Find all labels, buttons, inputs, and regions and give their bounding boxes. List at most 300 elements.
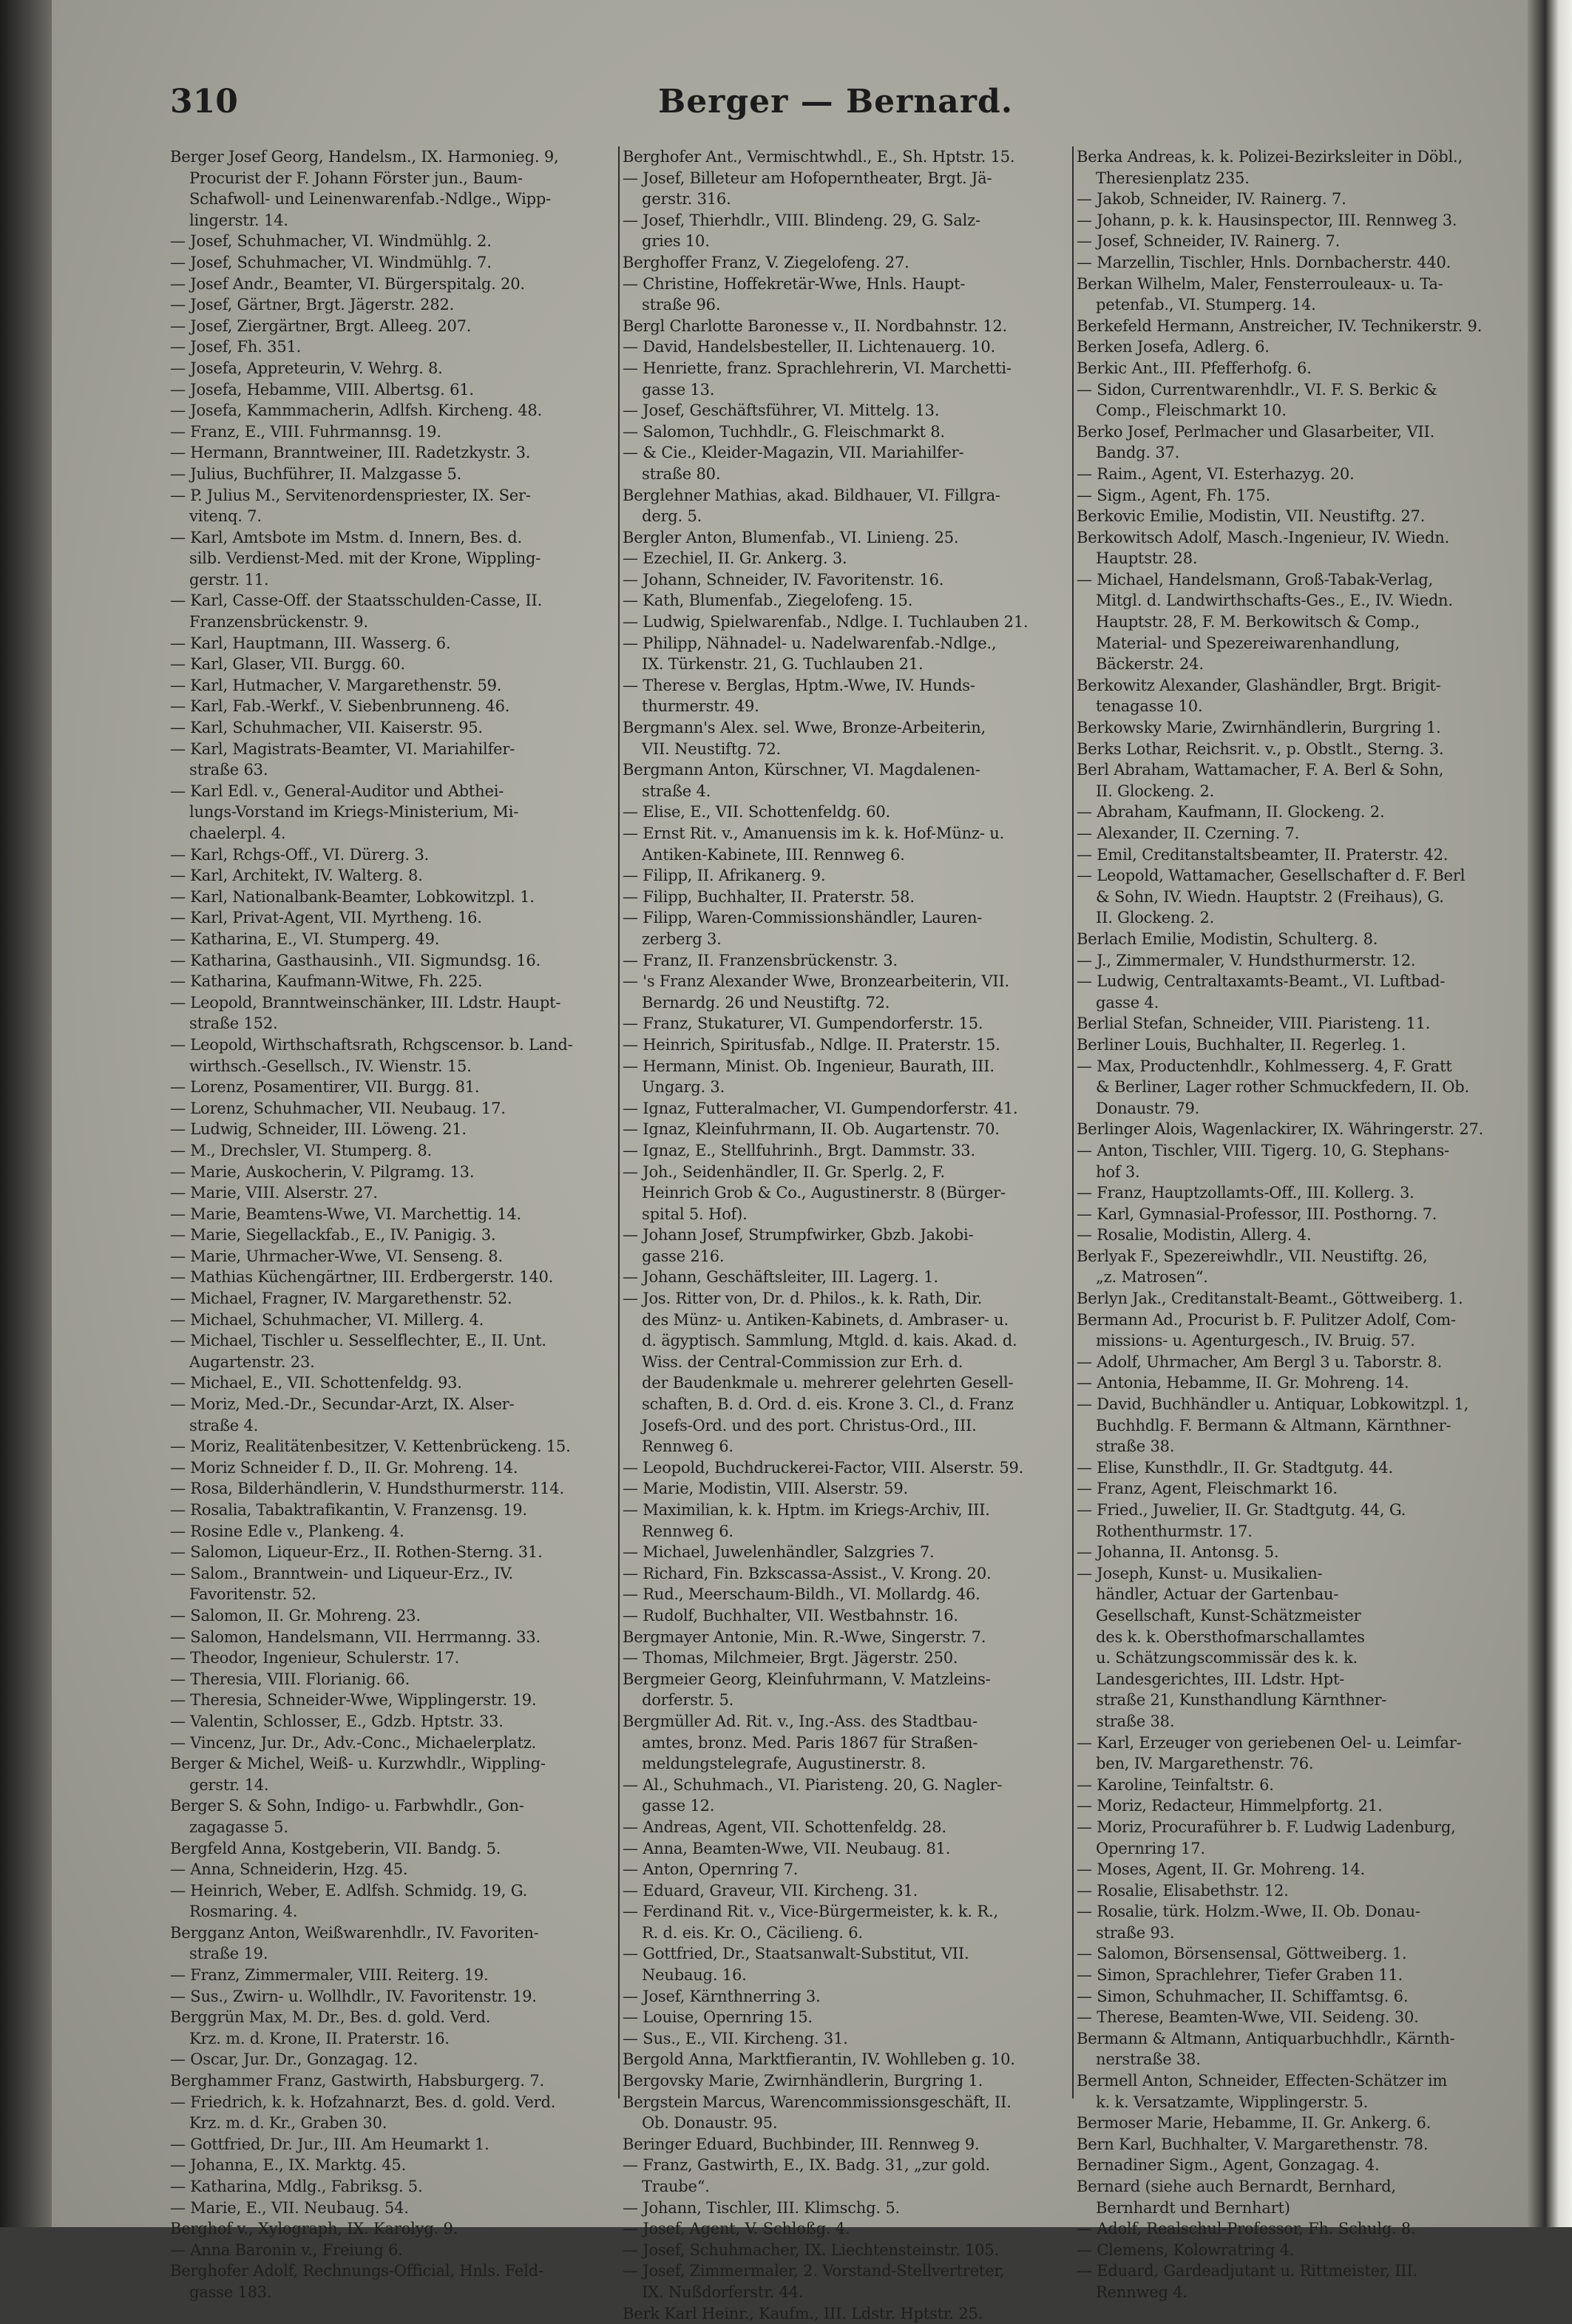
directory-entry-continuation: Rothenthurmstr. 17. xyxy=(1096,1522,1253,1540)
directory-entry: — Mathias Küchengärtner, III. Erdbergerstr. 140. xyxy=(170,1268,554,1287)
directory-entry: — Anton, Tischler, VIII. Tigerg. 10, G. Stephans- xyxy=(1077,1141,1449,1159)
directory-entry-continuation: Opernring 17. xyxy=(1096,1839,1205,1857)
column-rule xyxy=(618,146,620,2098)
directory-entry: — Louise, Opernring 15. xyxy=(623,2008,813,2027)
directory-entry: — Emil, Creditanstaltsbeamter, II. Praterstr. 42. xyxy=(1077,845,1449,864)
directory-entry: — Therese, Beamten-Wwe, VII. Seideng. 30. xyxy=(1077,2008,1419,2027)
directory-entry: — Franz, E., VIII. Fuhrmannsg. 19. xyxy=(170,422,441,441)
directory-entry-continuation: IX. Nußdorferstr. 44. xyxy=(642,2283,804,2301)
directory-entry: — Ludwig, Spielwarenfab., Ndlge. I. Tuchlauben 21. xyxy=(623,613,1029,631)
directory-entry: — Josef, Schneider, IV. Rainerg. 7. xyxy=(1077,232,1341,251)
directory-column-3 xyxy=(1077,146,1511,2301)
directory-entry: — Rosa, Bilderhändlerin, V. Hundsthurmerstr. 114. xyxy=(170,1480,564,1498)
directory-entry: — Moriz, Med.-Dr., Secundar-Arzt, IX. Alser- xyxy=(170,1395,515,1414)
directory-entry-continuation: & Berliner, Lager rother Schmuckfedern, II. Ob. xyxy=(1096,1078,1470,1097)
directory-entry: Bergmann Anton, Kürschner, VI. Magdalenen- xyxy=(623,761,980,779)
directory-entry-continuation: VII. Neustiftg. 72. xyxy=(642,739,781,758)
directory-entry: Bergfeld Anna, Kostgeberin, VII. Bandg. 5. xyxy=(170,1839,501,1857)
directory-entry: Berkowsky Marie, Zwirnhändlerin, Burgring 1. xyxy=(1077,719,1441,737)
directory-entry: Berggrün Max, M. Dr., Bes. d. gold. Verd. xyxy=(170,2008,491,2027)
directory-entry: — Theodor, Ingenieur, Schulerstr. 17. xyxy=(170,1649,460,1667)
directory-entry: — Adolf, Uhrmacher, Am Bergl 3 u. Taborstr. 8. xyxy=(1077,1352,1443,1371)
directory-entry-continuation: Rennweg 4. xyxy=(1096,2283,1188,2301)
directory-entry: — Leopold, Branntweinschänker, III. Ldstr. Haupt- xyxy=(170,993,561,1012)
directory-entry-continuation: amtes, bronz. Med. Paris 1867 für Straßen- xyxy=(642,1733,978,1752)
directory-entry: — Sus., E., VII. Kircheng. 31. xyxy=(623,2029,848,2047)
directory-entry-continuation: straße 93. xyxy=(1096,1923,1175,1942)
directory-entry-continuation: zagagasse 5. xyxy=(189,1817,288,1836)
directory-entry: Bermann & Altmann, Antiquarbuchhdlr., Kärnth- xyxy=(1077,2029,1455,2047)
directory-entry: — Josefa, Kammmacherin, Adlfsh. Kircheng. 48. xyxy=(170,402,543,420)
directory-entry: — Vincenz, Jur. Dr., Adv.-Conc., Michaelerplatz. xyxy=(170,1733,537,1752)
directory-entry-continuation: Traube“. xyxy=(642,2178,710,2195)
directory-entry: — Rosalie, Modistin, Allerg. 4. xyxy=(1077,1226,1312,1244)
directory-entry: — Josef, Agent, V. Schloßg. 4. xyxy=(623,2220,850,2238)
directory-entry: Bergmeier Georg, Kleinfuhrmann, V. Matzleins- xyxy=(623,1670,991,1688)
directory-entry: — Josefa, Appreteurin, V. Wehrg. 8. xyxy=(170,359,443,377)
directory-entry: — Josef, Fh. 351. xyxy=(170,338,302,356)
directory-entry-continuation: straße 38. xyxy=(1096,1437,1175,1456)
directory-entry: — Leopold, Buchdruckerei-Factor, VIII. Alserstr. 59. xyxy=(623,1458,1024,1477)
directory-entry-continuation: Bernardg. 26 und Neustiftg. 72. xyxy=(642,993,890,1012)
directory-entry: — Johanna, E., IX. Marktg. 45. xyxy=(170,2156,407,2175)
directory-entry: — Marie, Auskocherin, V. Pilgramg. 13. xyxy=(170,1162,475,1181)
directory-entry-continuation: Heinrich Grob & Co., Augustinerstr. 8 (Bürger- xyxy=(642,1184,1006,1202)
directory-entry-continuation: Bernhardt und Bernhart) xyxy=(1096,2198,1290,2217)
directory-entry: — Franz, Hauptzollamts-Off., III. Kollerg. 3. xyxy=(1077,1184,1415,1202)
directory-entry: Bergmüller Ad. Rit. v., Ing.-Ass. des Stadtbau- xyxy=(623,1712,978,1730)
directory-entry: — Moriz Schneider f. D., II. Gr. Mohreng. 14. xyxy=(170,1458,518,1477)
directory-entry: — Jos. Ritter von, Dr. d. Philos., k. k. Rath, Dir. xyxy=(623,1290,983,1308)
directory-entry: — Josef, Ziergärtner, Brgt. Alleeg. 207. xyxy=(170,316,472,335)
directory-entry: — Franz, Stukaturer, VI. Gumpendorferstr. 15. xyxy=(623,1014,983,1033)
directory-entry: — J., Zimmermaler, V. Hundsthurmerstr. 12. xyxy=(1077,951,1416,969)
directory-entry: — Leopold, Wirthschaftsrath, Rchgscensor. b. Land- xyxy=(170,1035,573,1054)
directory-entry: — Salomon, Liqueur-Erz., II. Rothen-Sterng. 31. xyxy=(170,1543,543,1562)
directory-entry: Berlach Emilie, Modistin, Schulterg. 8. xyxy=(1077,929,1378,948)
directory-entry: Berliner Louis, Buchhalter, II. Regerleg. 1. xyxy=(1077,1035,1406,1054)
directory-entry-continuation: Landesgerichtes, III. Ldstr. Hpt- xyxy=(1096,1670,1345,1688)
directory-entry: — Katharina, E., VI. Stumperg. 49. xyxy=(170,929,440,948)
directory-entry-continuation: II. Glockeng. 2. xyxy=(1096,909,1215,927)
directory-entry: — Kath, Blumenfab., Ziegelofeng. 15. xyxy=(623,592,913,610)
directory-entry-continuation: Wiss. der Central-Commission zur Erh. d. xyxy=(642,1352,963,1371)
directory-entry: Berghof v., Xylograph, IX. Karolyg. 9. xyxy=(170,2220,458,2238)
directory-entry-continuation: gasse 183. xyxy=(189,2283,272,2301)
directory-entry: — Karoline, Teinfaltstr. 6. xyxy=(1077,1775,1274,1794)
directory-entry: — Simon, Schuhmacher, II. Schiffamtsg. 6. xyxy=(1077,1987,1409,2005)
directory-entry: — Johann, p. k. k. Hausinspector, III. Rennweg 3. xyxy=(1077,211,1457,229)
directory-entry: — Eduard, Graveur, VII. Kircheng. 31. xyxy=(623,1881,918,1900)
directory-entry: — Josefa, Hebamme, VIII. Albertsg. 61. xyxy=(170,380,474,399)
directory-entry-continuation: IX. Türkenstr. 21, G. Tuchlauben 21. xyxy=(642,655,924,674)
directory-entry: — Franz, Gastwirth, E., IX. Badg. 31, „zur gold. xyxy=(623,2156,991,2175)
directory-entry: — Josef, Schuhmacher, VI. Windmühlg. 7. xyxy=(170,253,492,271)
directory-entry: — Anna, Beamten-Wwe, VII. Neubaug. 81. xyxy=(623,1839,951,1857)
directory-entry-continuation: gerstr. 316. xyxy=(642,190,731,209)
directory-entry-continuation: Schafwoll- und Leinenwarenfab.-Ndlge., Wipp- xyxy=(189,190,552,209)
directory-entry-continuation: lingerstr. 14. xyxy=(189,211,288,229)
directory-entry: — Elise, E., VII. Schottenfeldg. 60. xyxy=(623,803,890,821)
directory-entry-continuation: gasse 13. xyxy=(642,380,715,399)
directory-entry: Bergstein Marcus, Warencommissionsgeschäft, II. xyxy=(623,2093,1012,2111)
directory-entry: — Moses, Agent, II. Gr. Mohreng. 14. xyxy=(1077,1860,1365,1879)
directory-entry: Bernard (siehe auch Bernardt, Bernhard, xyxy=(1077,2178,1396,2195)
directory-entry: — Moriz, Procuraführer b. F. Ludwig Ladenburg, xyxy=(1077,1817,1456,1836)
directory-entry: — Michael, Juwelenhändler, Salzgries 7. xyxy=(623,1543,935,1562)
directory-entry-continuation: derg. 5. xyxy=(642,507,702,526)
directory-entry: — David, Handelsbesteller, II. Lichtenauerg. 10. xyxy=(623,338,995,356)
directory-entry-continuation: Rennweg 6. xyxy=(642,1522,734,1540)
directory-entry: — Gottfried, Dr. Jur., III. Am Heumarkt 1. xyxy=(170,2135,489,2153)
directory-entry: — Johann, Schneider, IV. Favoritenstr. 16. xyxy=(623,570,944,589)
directory-entry-continuation: des Münz- u. Antiken-Kabinets, d. Ambraser- u. xyxy=(642,1310,1009,1329)
page-header xyxy=(170,83,1486,127)
directory-entry: — Michael, Schuhmacher, VI. Millerg. 4. xyxy=(170,1310,484,1329)
directory-entry: Berkovic Emilie, Modistin, VII. Neustiftg. 27. xyxy=(1077,507,1426,526)
directory-entry-continuation: gasse 12. xyxy=(642,1797,715,1815)
directory-entry: — Franz, II. Franzensbrückenstr. 3. xyxy=(623,951,898,969)
directory-entry: — 's Franz Alexander Wwe, Bronzearbeiterin, VII. xyxy=(623,972,1010,991)
directory-entry-continuation: d. ägyptisch. Sammlung, Mtgld. d. kais. Akad. d. xyxy=(642,1332,1017,1350)
directory-entry-continuation: Mitgl. d. Landwirthschafts-Ges., E., IV. Wiedn. xyxy=(1096,592,1453,610)
directory-entry: — Karl, Nationalbank-Beamter, Lobkowitzpl. 1. xyxy=(170,887,535,906)
directory-entry: — Max, Productenhdlr., Kohlmesserg. 4, F. Gratt xyxy=(1077,1057,1452,1075)
directory-entry: — Rud., Meerschaum-Bildh., VI. Mollardg. 46. xyxy=(623,1585,980,1604)
directory-entry-continuation: Rennweg 6. xyxy=(642,1437,734,1456)
directory-entry: — Marie, VIII. Alserstr. 27. xyxy=(170,1184,378,1202)
column-rule xyxy=(1072,146,1074,2098)
directory-entry: Berger & Michel, Weiß- u. Kurzwhdlr., Wippling- xyxy=(170,1755,546,1773)
directory-entry-continuation: der Baudenkmale u. mehrerer gelehrten Gesell- xyxy=(642,1374,1014,1392)
directory-entry: — Ernst Rit. v., Amanuensis im k. k. Hof-Münz- u. xyxy=(623,824,1005,842)
directory-entry: Berghofer Adolf, Rechnungs-Official, Hnls. Feld- xyxy=(170,2262,543,2280)
directory-entry: — Ludwig, Centraltaxamts-Beamt., VI. Luftbad- xyxy=(1077,972,1446,991)
directory-entry: Berl Abraham, Wattamacher, F. A. Berl & Sohn, xyxy=(1077,761,1444,779)
directory-entry: — Filipp, Waren-Commissionshändler, Lauren- xyxy=(623,909,983,927)
directory-entry-continuation: straße 19. xyxy=(189,1945,268,1963)
running-head: Berger — Bernard. xyxy=(658,83,1014,121)
directory-entry-continuation: Augartenstr. 23. xyxy=(189,1352,315,1371)
directory-entry-continuation: R. d. eis. Kr. O., Cäcilieng. 6. xyxy=(642,1923,863,1942)
directory-entry-continuation: dorferstr. 5. xyxy=(642,1691,734,1710)
directory-entry: — Jakob, Schneider, IV. Rainerg. 7. xyxy=(1077,190,1346,209)
directory-entry: — Rudolf, Buchhalter, VII. Westbahnstr. 16. xyxy=(623,1606,958,1625)
directory-entry-continuation: händler, Actuar der Gartenbau- xyxy=(1096,1585,1339,1604)
directory-entry-continuation: Gesellschaft, Kunst-Schätzmeister xyxy=(1096,1606,1361,1625)
directory-entry: Berkan Wilhelm, Maler, Fensterrouleaux- u. Ta- xyxy=(1077,274,1443,293)
directory-entry-continuation: zerberg 3. xyxy=(642,929,722,948)
page-number: 310 xyxy=(170,83,238,121)
directory-entry-continuation: gerstr. 11. xyxy=(189,570,269,589)
directory-entry-continuation: silb. Verdienst-Med. mit der Krone, Wippling- xyxy=(189,549,541,568)
directory-entry-continuation: Rosmaring. 4. xyxy=(189,1903,298,1921)
directory-entry-continuation: straße 152. xyxy=(189,1014,278,1033)
directory-entry: — Richard, Fin. Bzkscassa-Assist., V. Krong. 20. xyxy=(623,1564,992,1582)
directory-entry: Bermann Ad., Procurist b. F. Pulitzer Adolf, Com- xyxy=(1077,1310,1456,1329)
directory-entry: — Michael, Tischler u. Sesselflechter, E., II. Unt. xyxy=(170,1332,546,1350)
directory-entry: Berko Josef, Perlmacher und Glasarbeiter, VII. xyxy=(1077,422,1435,441)
directory-entry: — Marie, Modistin, VIII. Alserstr. 59. xyxy=(623,1480,908,1498)
directory-entry-continuation: straße 21, Kunsthandlung Kärnthner- xyxy=(1096,1691,1387,1710)
directory-entry: — Adolf, Realschul-Professor, Fh. Schulg. 8. xyxy=(1077,2220,1416,2238)
directory-entry: — Karl, Schuhmacher, VII. Kaiserstr. 95. xyxy=(170,719,483,737)
directory-entry: — Ezechiel, II. Gr. Ankerg. 3. xyxy=(623,549,847,568)
directory-entry: Berglehner Mathias, akad. Bildhauer, VI. Fillgra- xyxy=(623,486,1000,504)
directory-entry: — Sigm., Agent, Fh. 175. xyxy=(1077,486,1270,504)
directory-entry: Bermoser Marie, Hebamme, II. Gr. Ankerg. 6. xyxy=(1077,2114,1432,2132)
directory-entry: — Karl, Rchgs-Off., VI. Dürerg. 3. xyxy=(170,845,430,864)
directory-entry: Berlyn Jak., Creditanstalt-Beamt., Göttweiberg. 1. xyxy=(1077,1290,1463,1308)
directory-entry-continuation: Procurist der F. Johann Förster jun., Baum- xyxy=(189,169,523,187)
directory-entry-continuation: Josefs-Ord. und des port. Christus-Ord., III. xyxy=(642,1416,977,1434)
directory-entry: — Joseph, Kunst- u. Musikalien- xyxy=(1077,1564,1323,1582)
directory-column-1 xyxy=(170,146,605,2301)
directory-entry: — Josef, Schuhmacher, IX. Liechtensteinstr. 105. xyxy=(623,2240,999,2259)
directory-entry: — Ignaz, Futteralmacher, VI. Gumpendorferstr. 41. xyxy=(623,1099,1018,1117)
directory-entry-continuation: Ungarg. 3. xyxy=(642,1078,725,1097)
directory-entry: — M., Drechsler, VI. Stumperg. 8. xyxy=(170,1141,433,1159)
directory-entry: Berghofer Ant., Vermischtwhdl., E., Sh. Hptstr. 15. xyxy=(623,148,1015,166)
directory-entry: — Karl, Privat-Agent, VII. Myrtheng. 16. xyxy=(170,909,482,927)
directory-entry: — Josef Andr., Beamter, VI. Bürgerspitalg. 20. xyxy=(170,274,525,293)
directory-entry: — & Cie., Kleider-Magazin, VII. Mariahilfer- xyxy=(623,444,964,462)
directory-entry: — Filipp, II. Afrikanerg. 9. xyxy=(623,867,826,885)
directory-entry: — Michael, E., VII. Schottenfeldg. 93. xyxy=(170,1374,462,1392)
directory-entry: — Simon, Sprachlehrer, Tiefer Graben 11. xyxy=(1077,1966,1403,1985)
directory-entry: — Valentin, Schlosser, E., Gdzb. Hptstr. 33. xyxy=(170,1712,504,1730)
directory-entry-continuation: chaelerpl. 4. xyxy=(189,824,286,842)
directory-entry-continuation: straße 96. xyxy=(642,296,721,314)
directory-entry: — Karl, Erzeuger von geriebenen Oel- u. Leimfar- xyxy=(1077,1733,1462,1752)
directory-entry: — Philipp, Nähnadel- u. Nadelwarenfab.-Ndlge., xyxy=(623,634,997,652)
directory-entry: — Karl, Architekt, IV. Walterg. 8. xyxy=(170,867,423,885)
directory-entry-continuation: ben, IV. Margarethenstr. 76. xyxy=(1096,1755,1314,1773)
directory-entry-continuation: vitenq. 7. xyxy=(189,507,262,526)
directory-entry-continuation: missions- u. Agenturgesch., IV. Bruig. 57. xyxy=(1096,1332,1415,1350)
directory-entry: — Anna, Schneiderin, Hzg. 45. xyxy=(170,1860,408,1879)
directory-entry-continuation: hof 3. xyxy=(1096,1162,1140,1181)
directory-entry-continuation: Neubaug. 16. xyxy=(642,1966,747,1985)
directory-entry: — Alexander, II. Czerning. 7. xyxy=(1077,824,1300,842)
directory-entry: — Josef, Thierhdlr., VIII. Blindeng. 29, G. Salz- xyxy=(623,211,980,229)
directory-entry: — Marzellin, Tischler, Hnls. Dornbacherstr. 440. xyxy=(1077,253,1451,271)
directory-entry-continuation: Krz. m. d. Krone, II. Praterstr. 16. xyxy=(189,2029,450,2047)
directory-entry: Berka Andreas, k. k. Polizei-Bezirksleiter in Döbl., xyxy=(1077,148,1463,166)
directory-entry-continuation: Ob. Donaustr. 95. xyxy=(642,2114,778,2132)
directory-entry-continuation: tenagasse 10. xyxy=(1096,697,1203,716)
directory-entry: — Michael, Fragner, IV. Margarethenstr. 52. xyxy=(170,1290,512,1308)
directory-entry-continuation: II. Glockeng. 2. xyxy=(1096,782,1215,800)
directory-entry: — Karl, Gymnasial-Professor, III. Posthorng. 7. xyxy=(1077,1205,1437,1223)
directory-entry: — Johann, Tischler, III. Klimschg. 5. xyxy=(623,2198,900,2217)
directory-entry: — Karl, Hutmacher, V. Margarethenstr. 59. xyxy=(170,676,502,694)
directory-entry: — Moriz, Redacteur, Himmelpfortg. 21. xyxy=(1077,1797,1383,1815)
directory-entry-continuation: gries 10. xyxy=(642,232,710,251)
directory-entry: — Franz, Agent, Fleischmarkt 16. xyxy=(1077,1480,1338,1498)
directory-entry: — Marie, E., VII. Neubaug. 54. xyxy=(170,2198,409,2217)
directory-entry: — Leopold, Wattamacher, Gesellschafter d. F. Berl xyxy=(1077,867,1466,885)
directory-entry-continuation: Hauptstr. 28. xyxy=(1096,549,1198,568)
directory-entry: — Salom., Branntwein- und Liqueur-Erz., IV. xyxy=(170,1564,513,1582)
directory-entry: — Theresia, VIII. Florianig. 66. xyxy=(170,1670,410,1688)
directory-entry: Berkefeld Hermann, Anstreicher, IV. Technikerstr. 9. xyxy=(1077,316,1483,335)
directory-entry: — Karl Edl. v., General-Auditor und Abthei- xyxy=(170,782,504,800)
directory-entry: — Karl, Fab.-Werkf., V. Siebenbrunneng. 46. xyxy=(170,697,510,716)
directory-entry: — Eduard, Gardeadjutant u. Rittmeister, III. xyxy=(1077,2262,1417,2280)
directory-entry-continuation: & Sohn, IV. Wiedn. Hauptstr. 2 (Freihaus), G. xyxy=(1096,887,1444,906)
directory-entry-continuation: schaften, B. d. Ord. d. eis. Krone 3. Cl., d. Franz xyxy=(642,1395,1014,1414)
directory-entry: Berkowitz Alexander, Glashändler, Brgt. Brigit- xyxy=(1077,676,1441,694)
directory-entry-continuation: straße 80. xyxy=(642,464,721,483)
directory-entry: — Katharina, Mdlg., Fabriksg. 5. xyxy=(170,2178,423,2195)
directory-entry: — Fried., Juwelier, II. Gr. Stadtgutg. 44, G. xyxy=(1077,1501,1406,1519)
directory-entry-continuation: Franzensbrückenstr. 9. xyxy=(189,613,368,631)
directory-entry: — Lorenz, Posamentirer, VII. Burgg. 81. xyxy=(170,1078,480,1097)
directory-entry: — Filipp, Buchhalter, II. Praterstr. 58. xyxy=(623,887,915,906)
directory-entry: Berger S. & Sohn, Indigo- u. Farbwhdlr., Gon- xyxy=(170,1797,524,1815)
directory-entry: — Johanna, II. Antonsg. 5. xyxy=(1077,1543,1279,1562)
directory-entry: — Josef, Gärtner, Brgt. Jägerstr. 282. xyxy=(170,296,455,314)
directory-entry: Berlinger Alois, Wagenlackirer, IX. Währingerstr. 27. xyxy=(1077,1120,1484,1139)
directory-entry-continuation: Krz. m. d. Kr., Graben 30. xyxy=(189,2114,387,2132)
directory-entry: — Franz, Zimmermaler, VIII. Reiterg. 19. xyxy=(170,1966,489,1985)
directory-entry: — Rosine Edle v., Plankeng. 4. xyxy=(170,1522,404,1540)
directory-entry: Berlyak F., Spezereiwhdlr., VII. Neustiftg. 26, xyxy=(1077,1247,1428,1265)
directory-entry: — Elise, Kunsthdlr., II. Gr. Stadtgutg. 44. xyxy=(1077,1458,1393,1477)
directory-entry: — Karl, Amtsbote im Mstm. d. Innern, Bes. d. xyxy=(170,528,522,546)
directory-entry: — Ignaz, Kleinfuhrmann, II. Ob. Augartenstr. 70. xyxy=(623,1120,1000,1139)
directory-entry: — Michael, Handelsmann, Groß-Tabak-Verlag, xyxy=(1077,570,1434,589)
directory-entry: — Maximilian, k. k. Hptm. im Kriegs-Archiv, III. xyxy=(623,1501,990,1519)
directory-entry: Beringer Eduard, Buchbinder, III. Rennweg 9. xyxy=(623,2135,980,2153)
directory-entry: Bernadiner Sigm., Agent, Gonzagag. 4. xyxy=(1077,2156,1380,2175)
directory-entry: — Oscar, Jur. Dr., Gonzagag. 12. xyxy=(170,2050,418,2069)
directory-entry: — Salomon, Handelsmann, VII. Herrmanng. 33. xyxy=(170,1627,541,1646)
directory-entry: Bergmayer Antonie, Min. R.-Wwe, Singerstr. 7. xyxy=(623,1627,986,1646)
directory-entry: Berken Josefa, Adlerg. 6. xyxy=(1077,338,1270,356)
directory-entry: — Al., Schuhmach., VI. Piaristeng. 20, G. Nagler- xyxy=(623,1775,1003,1794)
directory-entry: — Josef, Billeteur am Hofoperntheater, Brgt. Jä- xyxy=(623,169,992,187)
directory-entry-continuation: k. k. Versatzamte, Wipplingerstr. 5. xyxy=(1096,2093,1369,2111)
directory-entry: — Josef, Geschäftsführer, VI. Mittelg. 13. xyxy=(623,402,940,420)
directory-entry-continuation: Bandg. 37. xyxy=(1096,444,1180,462)
directory-entry: — Julius, Buchführer, II. Malzgasse 5. xyxy=(170,464,462,483)
directory-entry-continuation: Bäckerstr. 24. xyxy=(1096,655,1204,674)
directory-entry: — Friedrich, k. k. Hofzahnarzt, Bes. d. gold. Verd. xyxy=(170,2093,556,2111)
directory-entry: — Joh., Seidenhändler, II. Gr. Sperlg. 2, F. xyxy=(623,1162,945,1181)
directory-entry: — Rosalie, türk. Holzm.-Wwe, II. Ob. Donau- xyxy=(1077,1903,1420,1921)
directory-entry-continuation: straße 63. xyxy=(189,761,268,779)
directory-entry: — Clemens, Kolowratring 4. xyxy=(1077,2240,1295,2259)
directory-entry: Berghammer Franz, Gastwirth, Habsburgerg. 7. xyxy=(170,2072,544,2090)
directory-entry-continuation: nerstraße 38. xyxy=(1096,2050,1201,2069)
directory-entry: — Marie, Siegellackfab., E., IV. Panigig. 3. xyxy=(170,1226,496,1244)
directory-entry: Berkic Ant., III. Pfefferhofg. 6. xyxy=(1077,359,1312,377)
directory-entry: — Thomas, Milchmeier, Brgt. Jägerstr. 250. xyxy=(623,1649,958,1667)
directory-entry-continuation: spital 5. Hof). xyxy=(642,1205,748,1223)
directory-entry: — Karl, Hauptmann, III. Wasserg. 6. xyxy=(170,634,451,652)
directory-entry: Bergler Anton, Blumenfab., VI. Linieng. 25. xyxy=(623,528,959,546)
directory-entry: Berghoffer Franz, V. Ziegelofeng. 27. xyxy=(623,253,909,271)
directory-entry: — Josef, Kärnthnerring 3. xyxy=(623,1987,821,2005)
directory-entry-continuation: Hauptstr. 28, F. M. Berkowitsch & Comp., xyxy=(1096,613,1420,631)
directory-entry-continuation: wirthsch.-Gesellsch., IV. Wienstr. 15. xyxy=(189,1057,472,1075)
directory-entry: Berkowitsch Adolf, Masch.-Ingenieur, IV. Wiedn. xyxy=(1077,528,1450,546)
directory-entry-continuation: straße 4. xyxy=(189,1416,259,1434)
directory-entry: — Abraham, Kaufmann, II. Glockeng. 2. xyxy=(1077,803,1385,821)
directory-entry: — Marie, Beamtens-Wwe, VI. Marchettig. 14. xyxy=(170,1205,521,1223)
directory-entry-continuation: Material- und Spezereiwarenhandlung, xyxy=(1096,634,1400,652)
directory-entry: Berks Lothar, Reichsrit. v., p. Obstlt., Sterng. 3. xyxy=(1077,739,1444,758)
directory-entry: — Josef, Zimmermaler, 2. Vorstand-Stellvertreter, xyxy=(623,2262,1005,2280)
directory-entry: — Ferdinand Rit. v., Vice-Bürgermeister, k. k. R., xyxy=(623,1903,998,1921)
directory-entry: — Ignaz, E., Stellfuhrinh., Brgt. Dammstr. 33. xyxy=(623,1141,975,1159)
directory-entry-continuation: straße 38. xyxy=(1096,1712,1175,1730)
directory-entry: Bergganz Anton, Weißwarenhdlr., IV. Favoriten- xyxy=(170,1923,539,1942)
directory-entry: Berk Karl Heinr., Kaufm., III. Ldstr. Hptstr. 25. xyxy=(623,2304,983,2323)
directory-entry: — Ludwig, Schneider, III. Löweng. 21. xyxy=(170,1120,467,1139)
directory-entry: — Salomon, Tuchhdlr., G. Fleischmarkt 8. xyxy=(623,422,945,441)
directory-entry: — P. Julius M., Servitenordenspriester, IX. Ser- xyxy=(170,486,531,504)
directory-entry: — Salomon, Börsensensal, Göttweiberg. 1. xyxy=(1077,1945,1407,1963)
directory-entry-continuation: gasse 4. xyxy=(1096,993,1159,1012)
facing-page-edge xyxy=(1528,0,1572,2227)
directory-column-2 xyxy=(623,146,1057,2323)
directory-entry: — Rosalia, Tabaktrafikantin, V. Franzensg. 19. xyxy=(170,1501,527,1519)
directory-entry: Bern Karl, Buchhalter, V. Margarethenstr. 78. xyxy=(1077,2135,1429,2153)
directory-entry: Bergold Anna, Marktfierantin, IV. Wohlleben g. 10. xyxy=(623,2050,1015,2069)
directory-entry: — Heinrich, Weber, E. Adlfsh. Schmidg. 19, G. xyxy=(170,1881,528,1900)
directory-entry-continuation: u. Schätzungscommissär des k. k. xyxy=(1096,1649,1358,1667)
directory-entry-continuation: petenfab., VI. Stumperg. 14. xyxy=(1096,296,1316,314)
directory-entry: — Anna Baronin v., Freiung 6. xyxy=(170,2240,403,2259)
directory-entry: — Antonia, Hebamme, II. Gr. Mohreng. 14. xyxy=(1077,1374,1409,1392)
directory-entry-continuation: gasse 216. xyxy=(642,1247,725,1265)
directory-entry: — Johann Josef, Strumpfwirker, Gbzb. Jakobi- xyxy=(623,1226,974,1244)
directory-entry-continuation: Comp., Fleischmarkt 10. xyxy=(1096,402,1287,420)
directory-entry: — Sidon, Currentwarenhdlr., VI. F. S. Berkic & xyxy=(1077,380,1437,399)
directory-entry-continuation: Antiken-Kabinete, III. Rennweg 6. xyxy=(642,845,905,864)
directory-entry-continuation: thurmerstr. 49. xyxy=(642,697,759,716)
directory-entry: — Therese v. Berglas, Hptm.-Wwe, IV. Hunds- xyxy=(623,676,975,694)
directory-entry: Bermell Anton, Schneider, Effecten-Schätzer im xyxy=(1077,2072,1448,2090)
directory-entry-continuation: straße 4. xyxy=(642,782,711,800)
directory-entry-continuation: gerstr. 14. xyxy=(189,1775,269,1794)
directory-entry: — Andreas, Agent, VII. Schottenfeldg. 28. xyxy=(623,1817,946,1836)
directory-entry-continuation: des k. k. Obersthofmarschallamtes xyxy=(1096,1627,1365,1646)
directory-entry: — Sus., Zwirn- u. Wollhdlr., IV. Favoritenstr. 19. xyxy=(170,1987,537,2005)
directory-entry-continuation: lungs-Vorstand im Kriegs-Ministerium, Mi- xyxy=(189,803,519,821)
directory-entry: — Raim., Agent, VI. Esterhazyg. 20. xyxy=(1077,464,1355,483)
directory-entry-continuation: „z. Matrosen“. xyxy=(1096,1268,1208,1287)
directory-entry: — Marie, Uhrmacher-Wwe, VI. Senseng. 8. xyxy=(170,1247,503,1265)
directory-entry: — Karl, Magistrats-Beamter, VI. Mariahilfer- xyxy=(170,739,515,758)
directory-entry: — Salomon, II. Gr. Mohreng. 23. xyxy=(170,1606,421,1625)
directory-entry: — Josef, Schuhmacher, VI. Windmühlg. 2. xyxy=(170,232,492,251)
directory-entry: Berlial Stefan, Schneider, VIII. Piaristeng. 11. xyxy=(1077,1014,1431,1033)
directory-entry: — Katharina, Kaufmann-Witwe, Fh. 225. xyxy=(170,972,483,991)
directory-entry-continuation: Donaustr. 79. xyxy=(1096,1099,1200,1117)
directory-entry-continuation: Theresienplatz 235. xyxy=(1096,169,1250,187)
directory-entry: — Katharina, Gasthausinh., VII. Sigmundsg. 16. xyxy=(170,951,541,969)
directory-entry: Bergl Charlotte Baronesse v., II. Nordbahnstr. 12. xyxy=(623,316,1008,335)
directory-entry: — Heinrich, Spiritusfab., Ndlge. II. Praterstr. 15. xyxy=(623,1035,1000,1054)
directory-entry: — Hermann, Branntweiner, III. Radetzkystr. 3. xyxy=(170,444,531,462)
directory-entry: — Anton, Opernring 7. xyxy=(623,1860,799,1879)
book-gutter xyxy=(0,0,52,2227)
directory-entry: — Gottfried, Dr., Staatsanwalt-Substitut, VII. xyxy=(623,1945,969,1963)
